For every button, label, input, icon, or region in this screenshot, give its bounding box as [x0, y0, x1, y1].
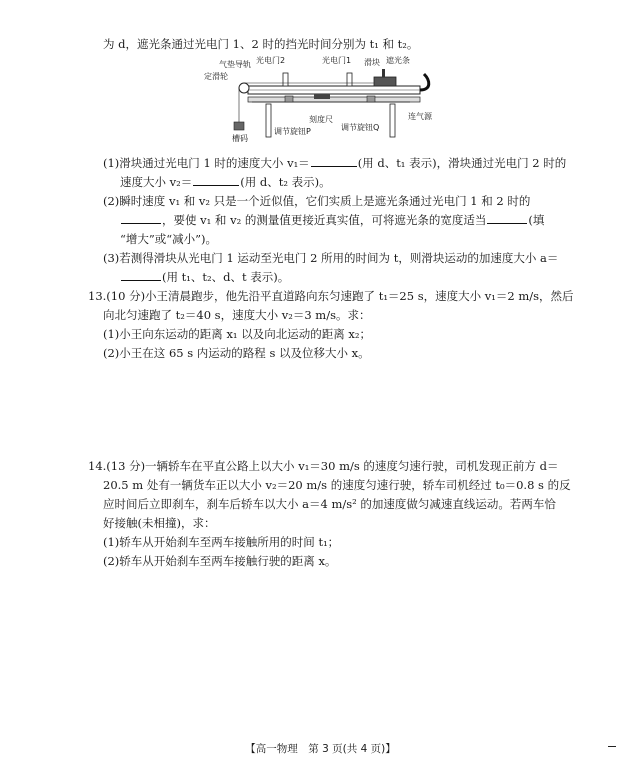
q14-line6: (2)轿车从开始刹车至两车接触行驶的距离 x。	[103, 554, 337, 568]
q12-part3-line2: (用 t₁、t₂、d、t 表示)。	[120, 269, 289, 285]
q12-part2-line3: “增大”或“减小”)。	[120, 232, 218, 246]
label-air-source: 连气源	[408, 112, 432, 121]
answer-blank[interactable]	[193, 174, 239, 186]
label-air-rail: 气垫导轨	[219, 60, 251, 69]
q14-line2: 20.5 m 处有一辆货车正以大小 v₂＝20 m/s 的速度匀速行驶，轿车司机经过 t₀＝0.8 s 的反	[103, 478, 571, 492]
q12-intro: 为 d，遮光条通过光电门 1、2 时的挡光时间分别为 t₁ 和 t₂。	[103, 37, 419, 51]
answer-blank[interactable]	[121, 269, 161, 281]
label-weight: 槽码	[232, 134, 248, 143]
q12-part2-line1: (2)瞬时速度 v₁ 和 v₂ 只是一个近似值，它们实质上是遮光条通过光电门 1 和 2 时的	[103, 194, 531, 208]
q12-part3-line1: (3)若测得滑块从光电门 1 运动至光电门 2 所用的时间为 t，则滑块运动的加速度大小 a＝	[103, 251, 559, 265]
label-gate1: 光电门1	[322, 56, 352, 65]
page-footer: 【高一物理 第 3 页(共 4 页)】	[245, 743, 396, 755]
q12-part1-line1: (1)滑块通过光电门 1 时的速度大小 v₁＝ (用 d、t₁ 表示)，滑块通过光电门 2 时的	[103, 156, 567, 170]
label-slider: 滑块	[364, 58, 380, 67]
answer-blank[interactable]	[121, 212, 161, 224]
q12-part1-line2: 速度大小 v₂＝ (用 d、t₂ 表示)。	[120, 175, 331, 189]
label-shading-strip: 遮光条	[386, 56, 410, 65]
q14-line1: 14.(13 分)一辆轿车在平直公路上以大小 v₁＝30 m/s 的速度匀速行驶，司机发现正前方 d＝	[88, 459, 559, 473]
label-knob-p: 调节旋钮P	[274, 127, 311, 136]
q14-line4: 好接触(未相撞)，求：	[103, 516, 216, 530]
q14-line5: (1)轿车从开始刹车至两车接触所用的时间 t₁；	[103, 535, 340, 549]
q13-line3: (1)小王向东运动的距离 x₁ 以及向北运动的距离 x₂；	[103, 327, 371, 341]
q12-part2-line2: ，要使 v₁ 和 v₂ 的测量值更接近真实值，可将遮光条的宽度适当 (填	[120, 212, 544, 228]
q14-line3: 应时间后立即刹车，刹车后轿车以大小 a＝4 m/s² 的加速度做匀减速直线运动。若两车恰	[103, 497, 556, 511]
label-pulley: 定滑轮	[204, 72, 228, 81]
label-gate2: 光电门2	[256, 56, 286, 65]
air-track-apparatus-figure	[196, 52, 446, 152]
q13-line4: (2)小王在这 65 s 内运动的路程 s 以及位移大小 x。	[103, 346, 370, 360]
answer-blank[interactable]	[487, 212, 527, 224]
label-ruler: 刻度尺	[309, 115, 333, 124]
q13-line1: 13.(10 分)小王清晨跑步，他先沿平直道路向东匀速跑了 t₁＝25 s，速度大小 v₁＝2 m/s，然后	[88, 289, 574, 303]
q13-line2: 向北匀速跑了 t₂＝40 s，速度大小 v₂＝3 m/s。求：	[103, 308, 371, 322]
corner-mark	[608, 746, 616, 747]
label-knob-q: 调节旋钮Q	[341, 123, 380, 132]
answer-blank[interactable]	[311, 155, 357, 167]
